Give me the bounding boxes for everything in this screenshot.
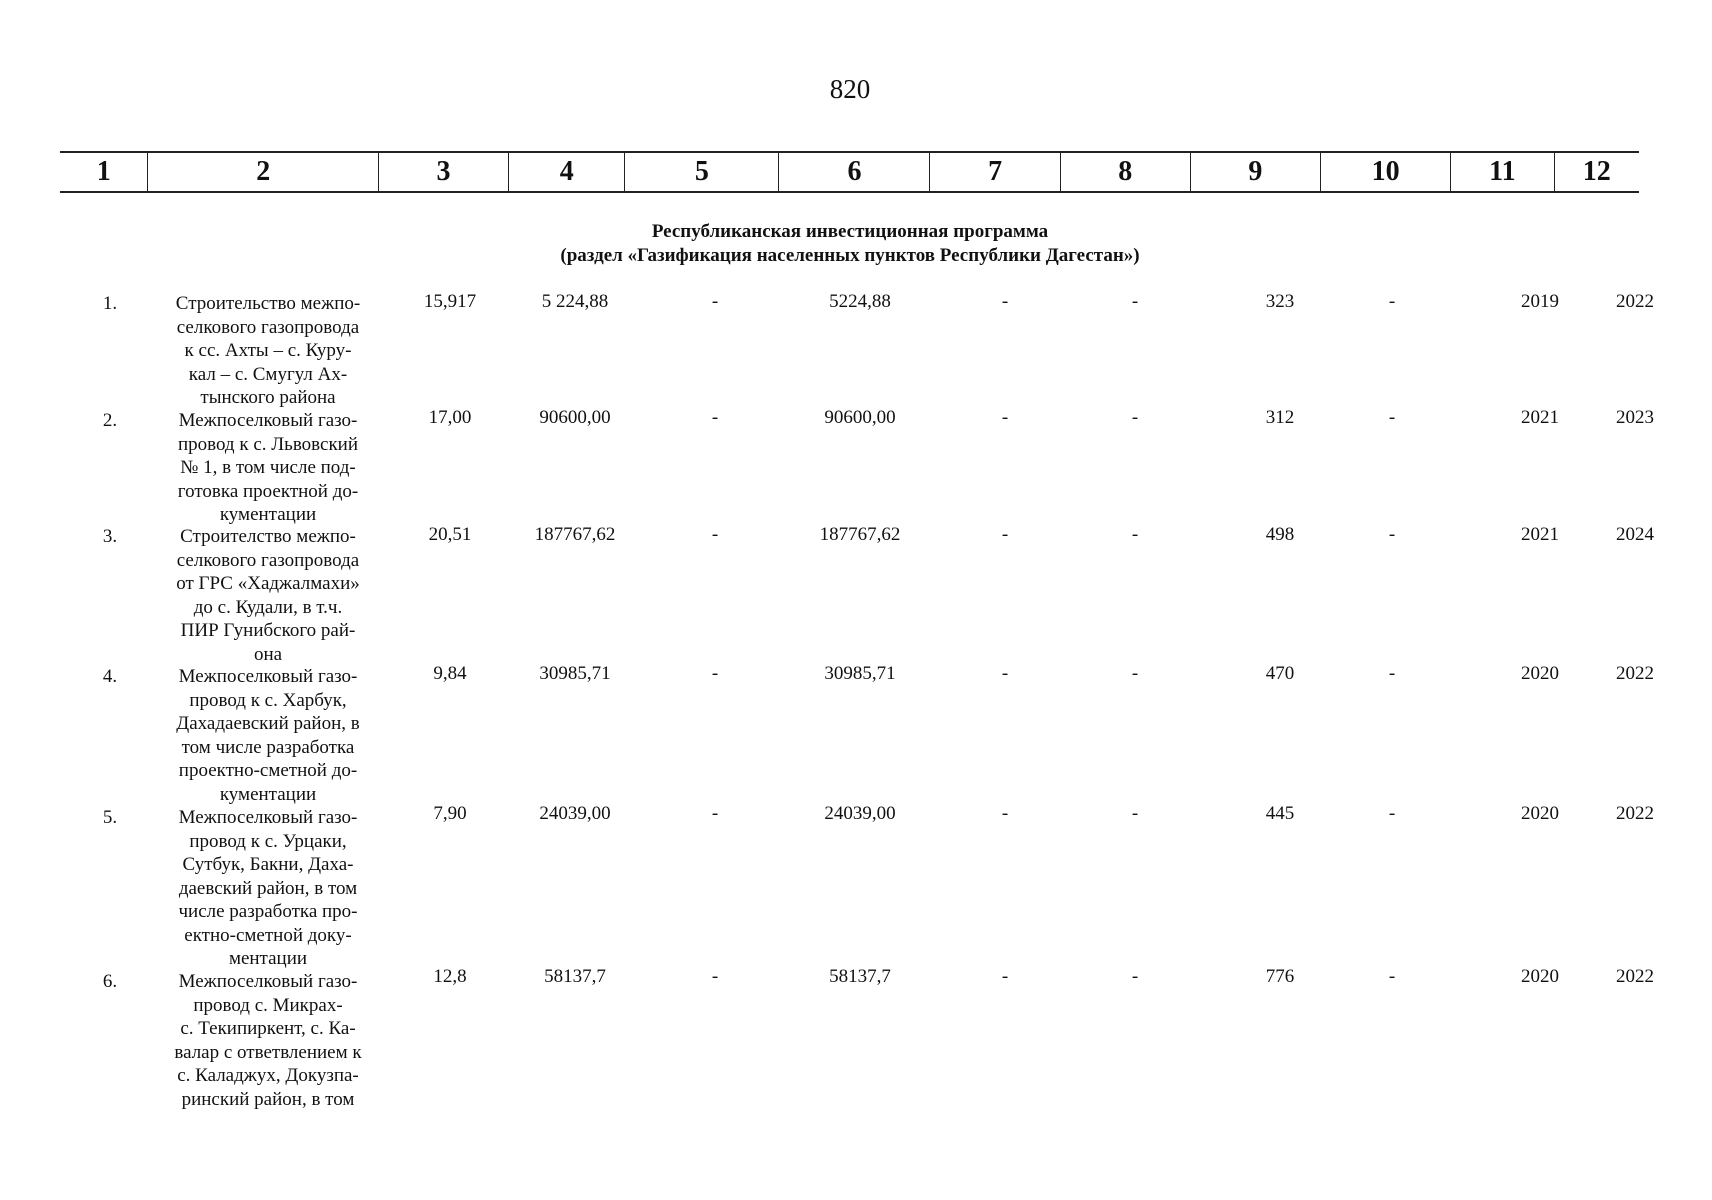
- table-header-row: [60, 151, 1639, 193]
- column-6-value: 30985,71: [824, 663, 896, 684]
- start-year: 2020: [1521, 663, 1559, 684]
- column-header-9: 9: [1190, 153, 1320, 191]
- column-5-value: -: [711, 524, 719, 545]
- object-name-line: том числе разработка: [181, 736, 355, 758]
- column-5-value: -: [711, 291, 719, 312]
- object-name-line: валар с ответвлением к: [174, 1041, 362, 1063]
- object-name-line: с. Каладжух, Докузпа-: [177, 1065, 359, 1086]
- column-8-value: -: [1131, 663, 1139, 684]
- column-7-value: -: [1001, 803, 1009, 824]
- object-name-line: ектно-сметной доку-: [184, 924, 352, 946]
- object-name-line: провод с. Микрах-: [193, 994, 343, 1016]
- object-name-line: ментации: [228, 948, 308, 969]
- end-year: 2022: [1616, 663, 1654, 684]
- object-name-line: Межпоселковый газо-: [178, 410, 358, 431]
- object-name-line: она: [253, 643, 283, 665]
- length-value: 7,90: [433, 803, 467, 824]
- object-name-line: готовка проектной до-: [177, 480, 359, 502]
- column-6-value: 24039,00: [824, 803, 896, 824]
- object-name-line: даевский район, в том: [178, 877, 358, 899]
- column-8-value: -: [1131, 966, 1139, 987]
- start-year: 2020: [1521, 803, 1559, 824]
- object-name: [160, 409, 376, 527]
- object-name-line: тынского района: [200, 387, 336, 408]
- column-5-value: -: [711, 966, 719, 987]
- start-year: 2019: [1521, 291, 1559, 312]
- object-name: [160, 970, 376, 1111]
- length-value: 20,51: [428, 524, 472, 545]
- column-header-8: 8: [1060, 153, 1190, 191]
- cost-value: 30985,71: [539, 663, 611, 684]
- column-9-value: 470: [1265, 663, 1295, 684]
- object-name-line: Межпоселковый газо-: [178, 971, 358, 992]
- object-name-line: ПИР Гунибского рай-: [180, 620, 356, 641]
- section-title: [0, 220, 1700, 268]
- start-year: 2021: [1521, 407, 1559, 428]
- row-number: 1.: [102, 293, 118, 314]
- column-9-value: 445: [1265, 803, 1295, 824]
- object-name-line: числе разработка про-: [178, 901, 358, 922]
- column-8-value: -: [1131, 407, 1139, 428]
- column-header-10: 10: [1320, 153, 1450, 191]
- row-number: 2.: [102, 410, 118, 431]
- cost-value: 58137,7: [544, 966, 606, 987]
- start-year: 2020: [1521, 966, 1559, 987]
- object-name-line: Межпоселковый газо-: [178, 666, 358, 687]
- object-name-line: проектно-сметной до-: [178, 760, 358, 781]
- cost-value: 90600,00: [539, 407, 611, 428]
- column-7-value: -: [1001, 407, 1009, 428]
- column-9-value: 776: [1265, 966, 1295, 987]
- row-number: 5.: [102, 807, 118, 828]
- object-name-line: провод к с. Харбук,: [189, 689, 347, 711]
- cost-value: 187767,62: [534, 524, 616, 545]
- end-year: 2022: [1616, 803, 1654, 824]
- object-name-line: Межпоселковый газо-: [178, 807, 358, 828]
- object-name-line: кументации: [219, 783, 317, 805]
- column-10-value: -: [1388, 663, 1396, 684]
- object-name-line: кал – с. Смугул Ах-: [188, 363, 348, 385]
- length-value: 15,917: [423, 291, 477, 312]
- column-6-value: 90600,00: [824, 407, 896, 428]
- column-10-value: -: [1388, 524, 1396, 545]
- column-6-value: 5224,88: [829, 291, 891, 312]
- object-name-line: Дахадаевский район, в: [176, 713, 360, 734]
- cost-value: 24039,00: [539, 803, 611, 824]
- length-value: 12,8: [433, 966, 467, 987]
- object-name-line: селкового газопровода: [176, 316, 360, 338]
- end-year: 2023: [1616, 407, 1654, 428]
- page-number: 820: [829, 74, 871, 104]
- column-6-value: 187767,62: [819, 524, 901, 545]
- column-5-value: -: [711, 803, 719, 824]
- row-number: 4.: [102, 666, 118, 687]
- column-5-value: -: [711, 663, 719, 684]
- column-7-value: -: [1001, 291, 1009, 312]
- object-name: [160, 525, 376, 666]
- column-10-value: -: [1388, 291, 1396, 312]
- column-header-2: 2: [147, 153, 378, 191]
- column-header-1: 1: [96, 156, 111, 187]
- column-7-value: -: [1001, 663, 1009, 684]
- column-10-value: -: [1388, 966, 1396, 987]
- object-name-line: Строительство межпо-: [175, 293, 361, 314]
- column-header-4: 4: [508, 153, 624, 191]
- object-name: [160, 806, 376, 971]
- object-name-line: № 1, в том числе под-: [180, 457, 356, 478]
- column-10-value: -: [1388, 803, 1396, 824]
- end-year: 2022: [1616, 291, 1654, 312]
- column-7-value: -: [1001, 966, 1009, 987]
- object-name-line: провод к с. Львовский: [177, 433, 359, 455]
- object-name: [160, 292, 376, 410]
- column-6-value: 58137,7: [829, 966, 891, 987]
- object-name-line: к сс. Ахты – с. Куру-: [184, 340, 352, 361]
- length-value: 9,84: [433, 663, 467, 684]
- column-9-value: 312: [1265, 407, 1295, 428]
- cost-value: 5 224,88: [541, 291, 609, 312]
- start-year: 2021: [1521, 524, 1559, 545]
- column-header-7: 7: [929, 153, 1059, 191]
- object-name-line: кументации: [219, 504, 317, 525]
- column-9-value: 498: [1265, 524, 1295, 545]
- column-header-3: 3: [378, 153, 508, 191]
- section-title-line-1: Республиканская инвестиционная программа: [651, 221, 1049, 242]
- column-8-value: -: [1131, 291, 1139, 312]
- length-value: 17,00: [428, 407, 472, 428]
- column-9-value: 323: [1265, 291, 1295, 312]
- column-header-12: 12: [1554, 153, 1639, 191]
- object-name-line: селкового газопровода: [176, 549, 360, 571]
- column-8-value: -: [1131, 524, 1139, 545]
- object-name-line: провод к с. Урцаки,: [189, 830, 347, 852]
- column-header-6: 6: [778, 153, 929, 191]
- row-number: 3.: [102, 526, 118, 547]
- object-name-line: Сутбук, Бакни, Даха-: [182, 854, 354, 875]
- row-number: 6.: [102, 971, 118, 992]
- object-name-line: ринский район, в том: [181, 1088, 355, 1110]
- object-name-line: с. Текипиркент, с. Ка-: [180, 1018, 356, 1039]
- object-name-line: до с. Кудали, в т.ч.: [193, 596, 343, 618]
- object-name-line: от ГРС «Хаджалмахи»: [176, 573, 360, 594]
- object-name-line: Строителство межпо-: [180, 526, 356, 547]
- section-title-line-2: (раздел «Газификация населенных пунктов Республики Дагестан»): [560, 245, 1140, 266]
- column-10-value: -: [1388, 407, 1396, 428]
- column-5-value: -: [711, 407, 719, 428]
- column-7-value: -: [1001, 524, 1009, 545]
- end-year: 2022: [1616, 966, 1654, 987]
- object-name: [160, 665, 376, 806]
- column-8-value: -: [1131, 803, 1139, 824]
- end-year: 2024: [1616, 524, 1654, 545]
- column-header-5: 5: [624, 153, 778, 191]
- column-header-11: 11: [1450, 153, 1553, 191]
